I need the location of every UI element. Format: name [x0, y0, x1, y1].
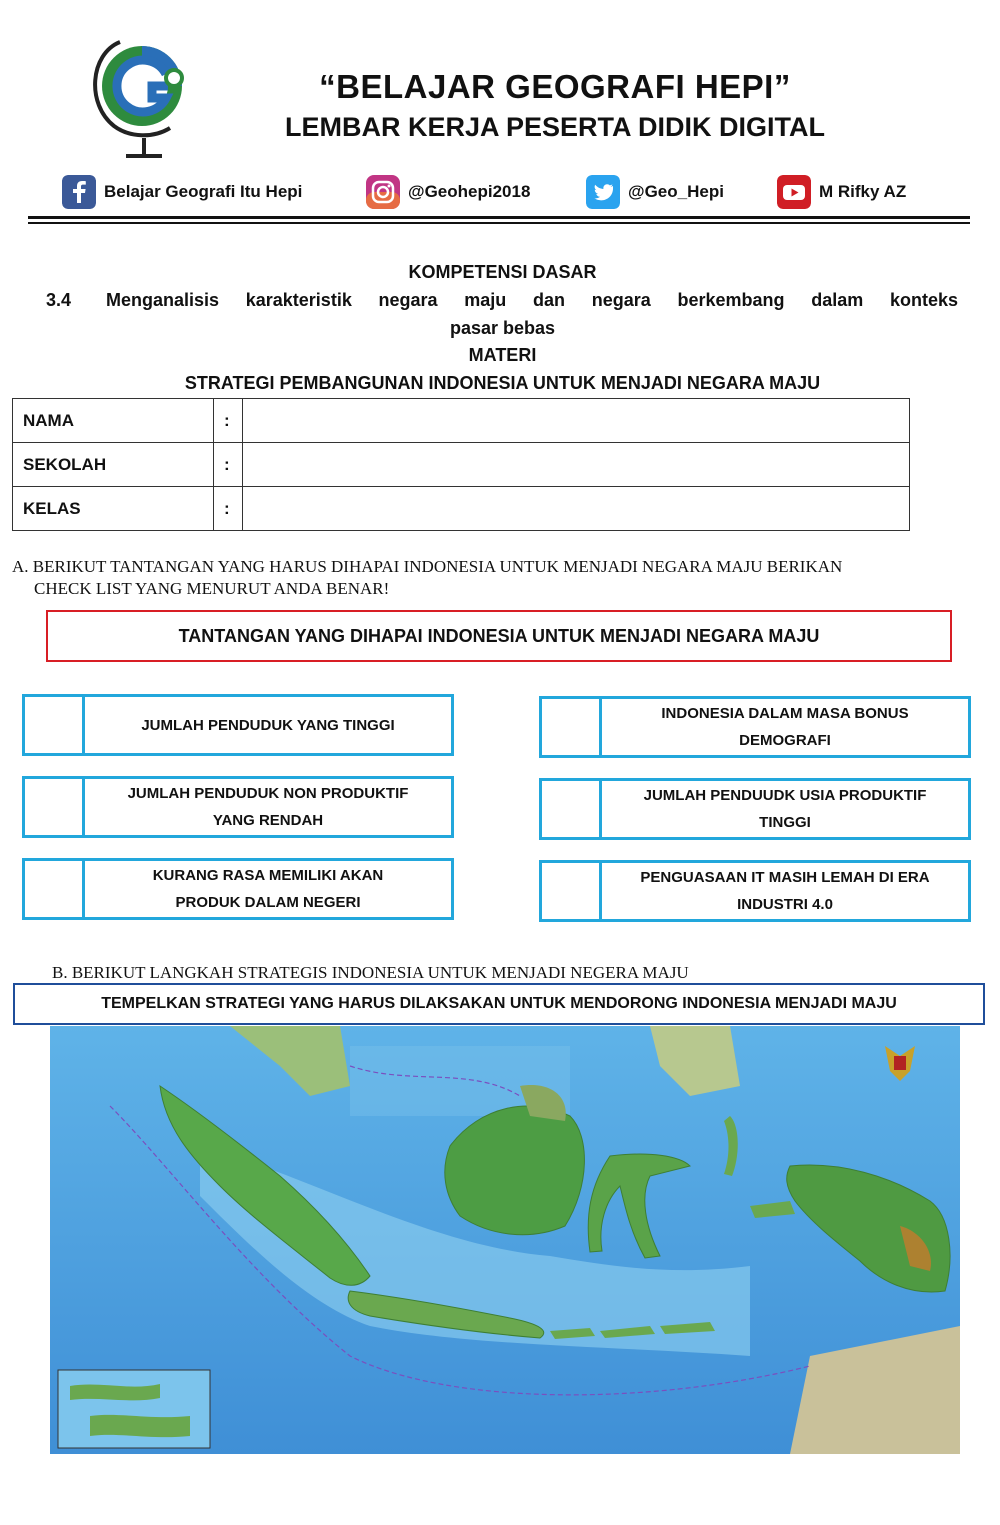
name-field[interactable]	[243, 399, 910, 443]
social-twitter[interactable]	[586, 172, 724, 212]
challenge-text	[602, 863, 968, 919]
challenge-text-line1: JUMLAH PENDUDUK NON PRODUKTIF	[127, 785, 409, 802]
checkbox-drop-zone[interactable]	[25, 779, 85, 835]
materi-title: MATERI	[468, 345, 537, 365]
challenge-card	[22, 694, 454, 756]
challenge-heading-box: TANTANGAN YANG DIHAPAI INDONESIA UNTUK MENJADI NEGARA MAJU	[46, 610, 952, 662]
table-row	[13, 443, 910, 487]
page-title: “BELAJAR GEOGRAFI HEPI”	[319, 68, 791, 105]
instagram-icon	[366, 175, 400, 209]
challenge-text-line2: TINGGI	[759, 814, 811, 831]
challenge-text-line2: YANG RENDAH	[212, 812, 324, 829]
challenge-text	[602, 699, 968, 755]
facebook-icon	[62, 175, 96, 209]
school-label: SEKOLAH	[13, 443, 214, 487]
kompetensi-text-line2: pasar bebas	[449, 318, 556, 338]
social-youtube[interactable]	[777, 172, 906, 212]
challenge-card	[539, 860, 971, 922]
identity-table	[12, 398, 910, 531]
class-field[interactable]	[243, 487, 910, 531]
indonesia-map[interactable]	[50, 1026, 960, 1454]
challenge-card	[22, 776, 454, 838]
header-divider	[28, 216, 970, 219]
school-separator: :	[214, 443, 243, 487]
checkbox-drop-zone[interactable]	[25, 861, 85, 917]
social-instagram-label: @Geohepi2018	[408, 182, 531, 201]
challenge-text-line2: DEMOGRAFI	[739, 732, 831, 749]
school-field[interactable]	[243, 443, 910, 487]
kompetensi-number: 3.4	[46, 290, 72, 310]
class-label: KELAS	[13, 487, 214, 531]
table-row	[13, 399, 910, 443]
challenge-text	[85, 861, 451, 917]
twitter-icon	[586, 175, 620, 209]
section-a-instruction-line1: A. BERIKUT TANTANGAN YANG HARUS DIHAPAI INDONESIA UNTUK MENJADI NEGARA MAJU BERIKAN	[12, 557, 843, 576]
challenge-text-line1: PENGUASAAN IT MASIH LEMAH DI ERA	[640, 869, 930, 886]
checkbox-drop-zone[interactable]	[542, 863, 602, 919]
globe-logo-icon	[82, 34, 192, 162]
challenge-text	[602, 781, 968, 837]
challenge-text-line2: PRODUK DALAM NEGERI	[175, 894, 361, 911]
kompetensi-title: KOMPETENSI DASAR	[408, 262, 597, 282]
youtube-icon	[777, 175, 811, 209]
challenge-card	[539, 696, 971, 758]
challenge-text-line1: INDONESIA DALAM MASA BONUS	[661, 705, 909, 722]
social-youtube-label: M Rifky AZ	[819, 182, 907, 201]
challenge-text-line1: JUMLAH PENDUUDK USIA PRODUKTIF	[643, 787, 927, 804]
challenge-text-line1: KURANG RASA MEMILIKI AKAN	[152, 867, 384, 884]
class-separator: :	[214, 487, 243, 531]
challenge-card	[539, 778, 971, 840]
social-instagram[interactable]	[366, 172, 530, 212]
section-a-instruction	[12, 556, 987, 600]
table-row	[13, 487, 910, 531]
social-facebook[interactable]	[62, 172, 302, 212]
header-divider-thin	[28, 222, 970, 224]
section-a-instruction-line2: CHECK LIST YANG MENURUT ANDA BENAR!	[34, 579, 390, 598]
checkbox-drop-zone[interactable]	[542, 781, 602, 837]
materi-text: STRATEGI PEMBANGUNAN INDONESIA UNTUK MENJADI NEGARA MAJU	[184, 373, 821, 393]
name-label: NAMA	[13, 399, 214, 443]
challenge-text-line2: INDUSTRI 4.0	[737, 896, 833, 913]
name-separator: :	[214, 399, 243, 443]
kompetensi-text-line1: Menganalisis karakteristik negara maju dan negara berkembang dalam konteks	[106, 290, 958, 310]
checkbox-drop-zone[interactable]	[542, 699, 602, 755]
page-subtitle: LEMBAR KERJA PESERTA DIDIK DIGITAL	[284, 112, 825, 142]
social-twitter-label: @Geo_Hepi	[628, 182, 724, 201]
challenge-text	[85, 697, 451, 753]
singapore-inset-map	[58, 1370, 210, 1448]
challenge-text	[85, 779, 451, 835]
challenge-card	[22, 858, 454, 920]
social-facebook-label: Belajar Geografi Itu Hepi	[104, 182, 303, 201]
challenge-text-line1: JUMLAH PENDUDUK YANG TINGGI	[141, 716, 395, 734]
strategy-heading-box: TEMPELKAN STRATEGI YANG HARUS DILAKSAKAN UNTUK MENDORONG INDONESIA MENJADI MAJU	[13, 983, 985, 1025]
section-b-instruction: B. BERIKUT LANGKAH STRATEGIS INDONESIA UNTUK MENJADI NEGERA MAJU	[52, 963, 689, 982]
checkbox-drop-zone[interactable]	[25, 697, 85, 753]
